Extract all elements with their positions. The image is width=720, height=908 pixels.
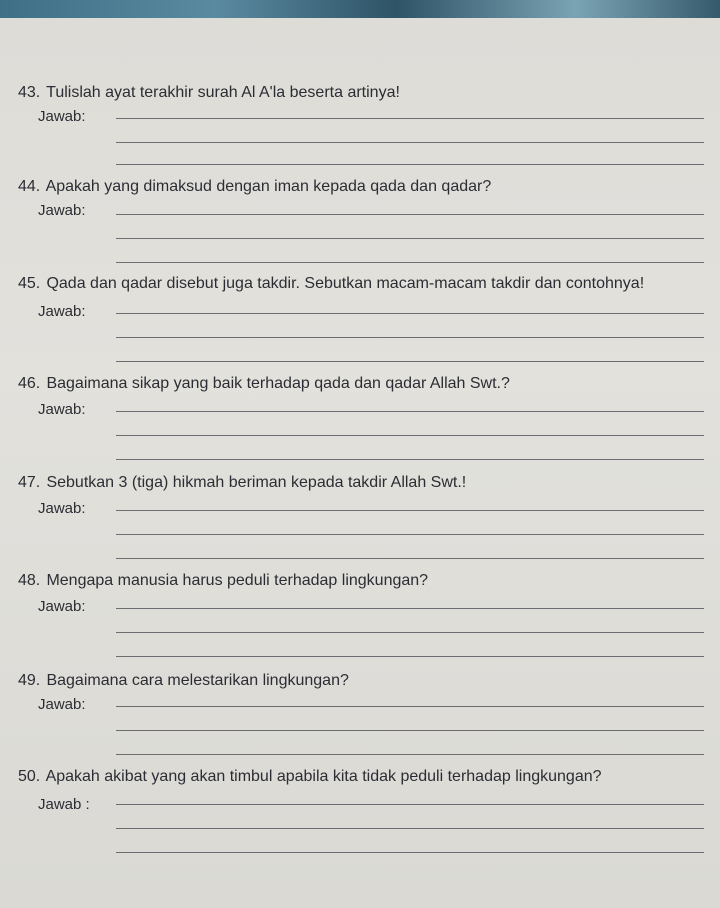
answer-line[interactable] [116,164,704,165]
answer-line[interactable] [116,558,704,559]
answer-line[interactable] [116,142,704,143]
question-text: Bagaimana sikap yang baik terhadap qada dan qadar Allah Swt.? [46,375,510,392]
answer-line[interactable] [116,361,704,362]
answer-line[interactable] [116,632,704,633]
answer-line[interactable] [116,608,704,609]
answer-label: Jawab: [38,303,86,320]
question-number: 45. [18,275,41,292]
answer-line[interactable] [116,118,704,119]
answer-line[interactable] [116,754,704,755]
question-text: Bagaimana cara melestarikan lingkungan? [46,672,349,689]
question-text: Qada dan qadar disebut juga takdir. Sebutkan macam-macam takdir dan contohnya! [46,275,645,292]
question-number: 49. [18,672,41,689]
answer-line[interactable] [116,411,704,412]
answer-label: Jawab: [38,401,86,418]
answer-line[interactable] [116,510,704,511]
answer-label: Jawab: [38,108,86,125]
question-number: 44. [18,178,41,195]
answer-line[interactable] [116,730,704,731]
answer-line[interactable] [116,337,704,338]
answer-line[interactable] [116,459,704,460]
question-text: Apakah akibat yang akan timbul apabila kita tidak peduli terhadap lingkungan? [45,768,602,785]
answer-line[interactable] [116,804,704,805]
answer-line[interactable] [116,435,704,436]
answer-line[interactable] [116,313,704,314]
question-number: 43. [18,84,41,101]
answer-line[interactable] [116,238,704,239]
answer-line[interactable] [116,214,704,215]
answer-label: Jawab: [38,500,86,517]
answer-line[interactable] [116,262,704,263]
question-text: Tulislah ayat terakhir surah Al A'la beserta artinya! [46,84,400,101]
answer-label: Jawab: [38,598,86,615]
answer-line[interactable] [116,706,704,707]
question-text: Apakah yang dimaksud dengan iman kepada qada dan qadar? [45,178,492,195]
answer-label: Jawab: [38,696,86,713]
question-number: 47. [18,474,41,491]
question-text: Sebutkan 3 (tiga) hikmah beriman kepada takdir Allah Swt.! [46,474,467,491]
answer-line[interactable] [116,656,704,657]
answer-line[interactable] [116,828,704,829]
question-text: Mengapa manusia harus peduli terhadap lingkungan? [46,572,429,589]
question-number: 50. [18,768,41,785]
answer-label: Jawab: [38,202,86,219]
question-number: 48. [18,572,41,589]
answer-line[interactable] [116,534,704,535]
question-number: 46. [18,375,41,392]
answer-label: Jawab : [38,796,90,813]
answer-line[interactable] [116,852,704,853]
